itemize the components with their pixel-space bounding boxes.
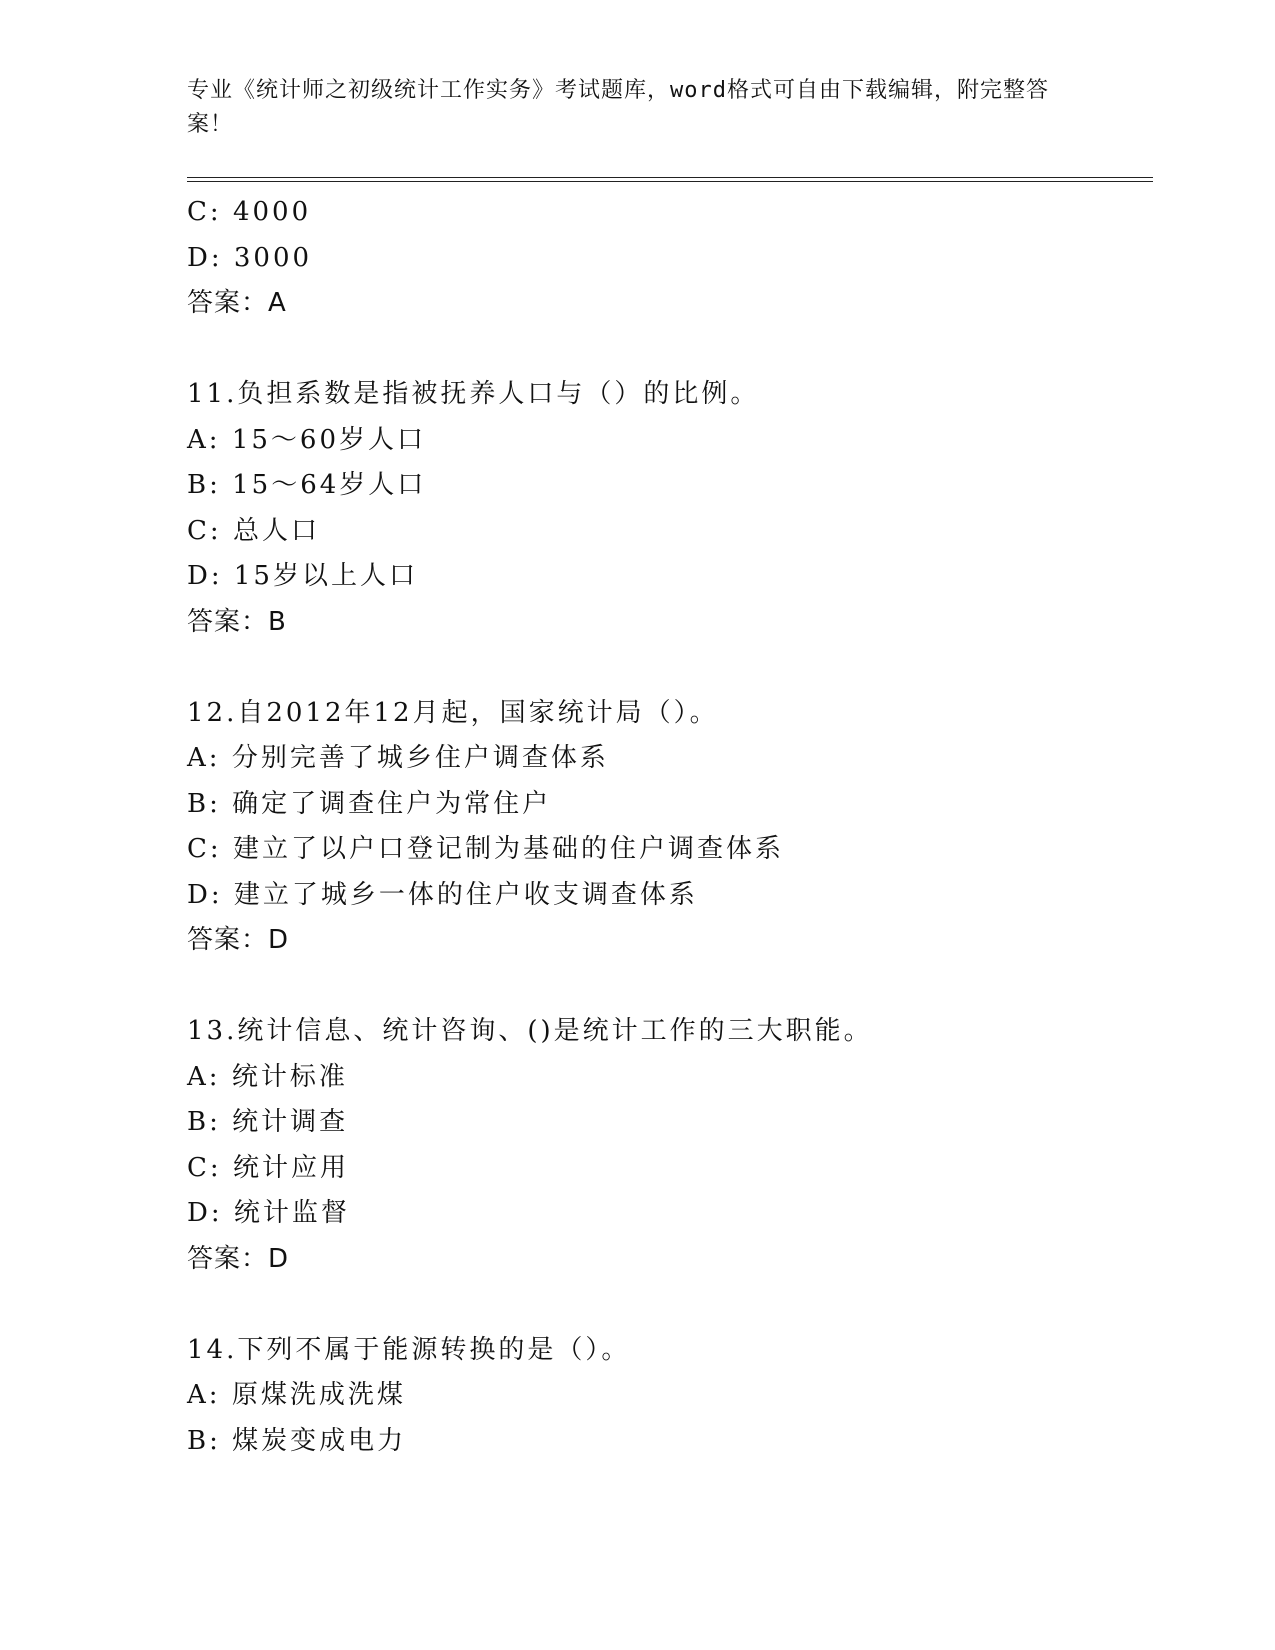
- option-d: D: 3000: [187, 242, 313, 273]
- option-b: B: 15～64岁人口: [187, 470, 427, 500]
- option-c: C: 统计应用: [187, 1152, 349, 1183]
- option-c: C: 建立了以户口登记制为基础的住户调查体系: [187, 834, 784, 864]
- question-11: [187, 372, 1153, 645]
- question-12: [187, 691, 1153, 964]
- option-a: A: 分别完善了城乡住户调查体系: [187, 743, 609, 773]
- option-c: C: 总人口: [187, 515, 320, 546]
- header-divider: [187, 177, 1153, 182]
- option-d: D: 统计监督: [187, 1198, 350, 1228]
- question-stem: 14.下列不属于能源转换的是（）。: [187, 1334, 631, 1365]
- answer: 答案：D: [187, 1243, 290, 1274]
- page-header: 专业《统计师之初级统计工作实务》考试题库，word格式可自由下载编辑，附完整答案！: [187, 78, 1049, 137]
- answer: 答案：D: [187, 925, 290, 955]
- spacer: [187, 964, 1153, 1010]
- spacer: [187, 327, 1153, 373]
- option-b: B: 统计调查: [187, 1107, 349, 1137]
- document-body: [187, 190, 1153, 1464]
- option-d: D: 15岁以上人口: [187, 561, 418, 591]
- spacer: [187, 645, 1153, 691]
- spacer: [187, 1282, 1153, 1328]
- option-b: B: 确定了调查住户为常住户: [187, 788, 552, 819]
- option-a: A: 15～60岁人口: [187, 424, 426, 455]
- option-a: A: 原煤洗成洗煤: [187, 1380, 406, 1410]
- question-stem: 12.自2012年12月起，国家统计局（）。: [187, 697, 719, 728]
- option-c: C: 4000: [187, 197, 312, 227]
- question-14: [187, 1328, 1153, 1465]
- answer: 答案：A: [187, 288, 287, 318]
- option-a: A: 统计标准: [187, 1061, 348, 1092]
- option-d: D: 建立了城乡一体的住户收支调查体系: [187, 879, 698, 910]
- question-stem: 11.负担系数是指被抚养人口与（）的比例。: [187, 379, 760, 409]
- answer: 答案：B: [187, 606, 287, 637]
- question-13: [187, 1009, 1153, 1282]
- question-stem: 13.统计信息、统计咨询、()是统计工作的三大职能。: [187, 1016, 873, 1046]
- option-b: B: 煤炭变成电力: [187, 1425, 407, 1456]
